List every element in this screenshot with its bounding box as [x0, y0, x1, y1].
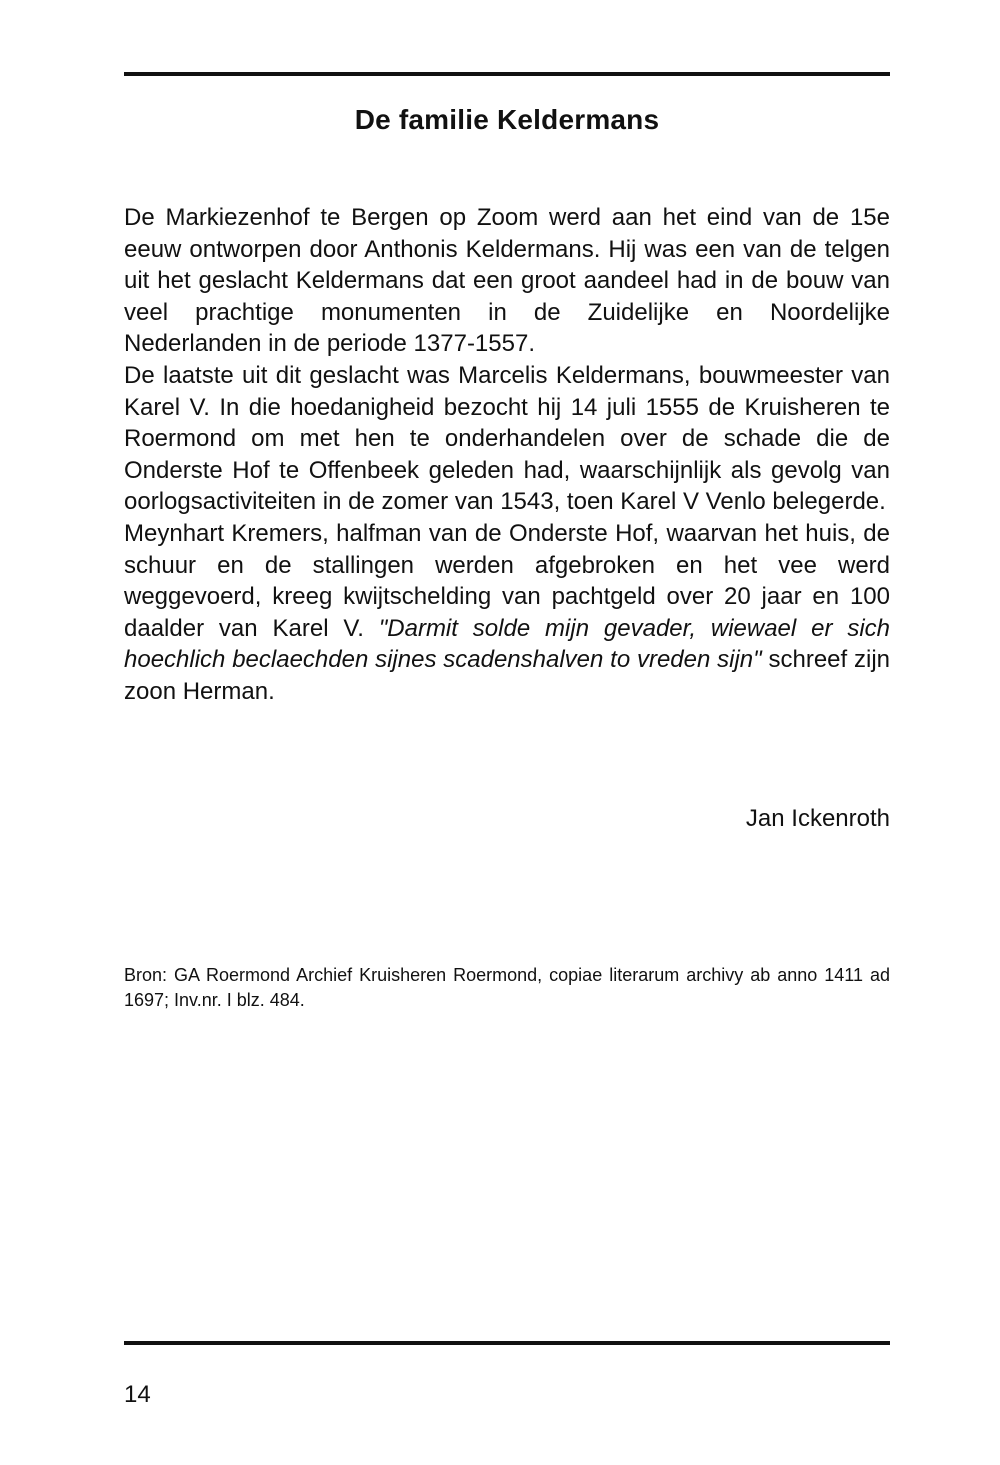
paragraph-3-ending: schreef zijn zoon Herman.: [124, 646, 890, 705]
historical-quote: "Darmit solde mijn gevader, wiewael er sich hoechlich beclaechden sijnes scadenshalven to vreden sijn": [124, 614, 890, 674]
paragraph-3-text: Meynhart Kremers, halfman van de Onderste Hof, waarvan het huis, de schuur en de stallingen werden afgebroken en het vee werd weggevoerd, kreeg kwijtschelding van pachtgeld over 20 jaar en 100 daalder van Karel V.: [124, 519, 890, 642]
author-signature: Jan Ickenroth: [745, 805, 890, 832]
article-body: [124, 202, 890, 708]
bottom-rule: [124, 1341, 890, 1345]
paragraph-3: [124, 518, 890, 708]
page-number: 14: [124, 1381, 151, 1408]
top-rule: [124, 72, 890, 76]
paragraph-2: De laatste uit dit geslacht was Marcelis Keldermans, bouwmeester van Karel V. In die hoedanigheid bezocht hij 14 juli 1555 de Kruisheren te Roermond om met hen te onderhandelen over de schade die de Onderste Hof te Offenbeek geleden had, waarschijnlijk als gevolg van oorlogsactiviteiten in de zomer van 1543, toen Karel V Venlo belegerde.: [124, 361, 890, 516]
paragraph-1: De Markiezenhof te Bergen op Zoom werd aan het eind van de 15e eeuw ontworpen door Anthonis Keldermans. Hij was een van de telgen uit het geslacht Keldermans dat een groot aandeel had in de bouw van veel prachtige monumenten in de Zuidelijke en Noordelijke Nederlanden in de periode 1377-1557.: [124, 204, 890, 358]
page-title: De familie Keldermans: [354, 104, 660, 135]
source-citation: Bron: GA Roermond Archief Kruisheren Roermond, copiae literarum archivy ab anno 1411 ad 1697; Inv.nr. I blz. 484.: [124, 965, 890, 1010]
